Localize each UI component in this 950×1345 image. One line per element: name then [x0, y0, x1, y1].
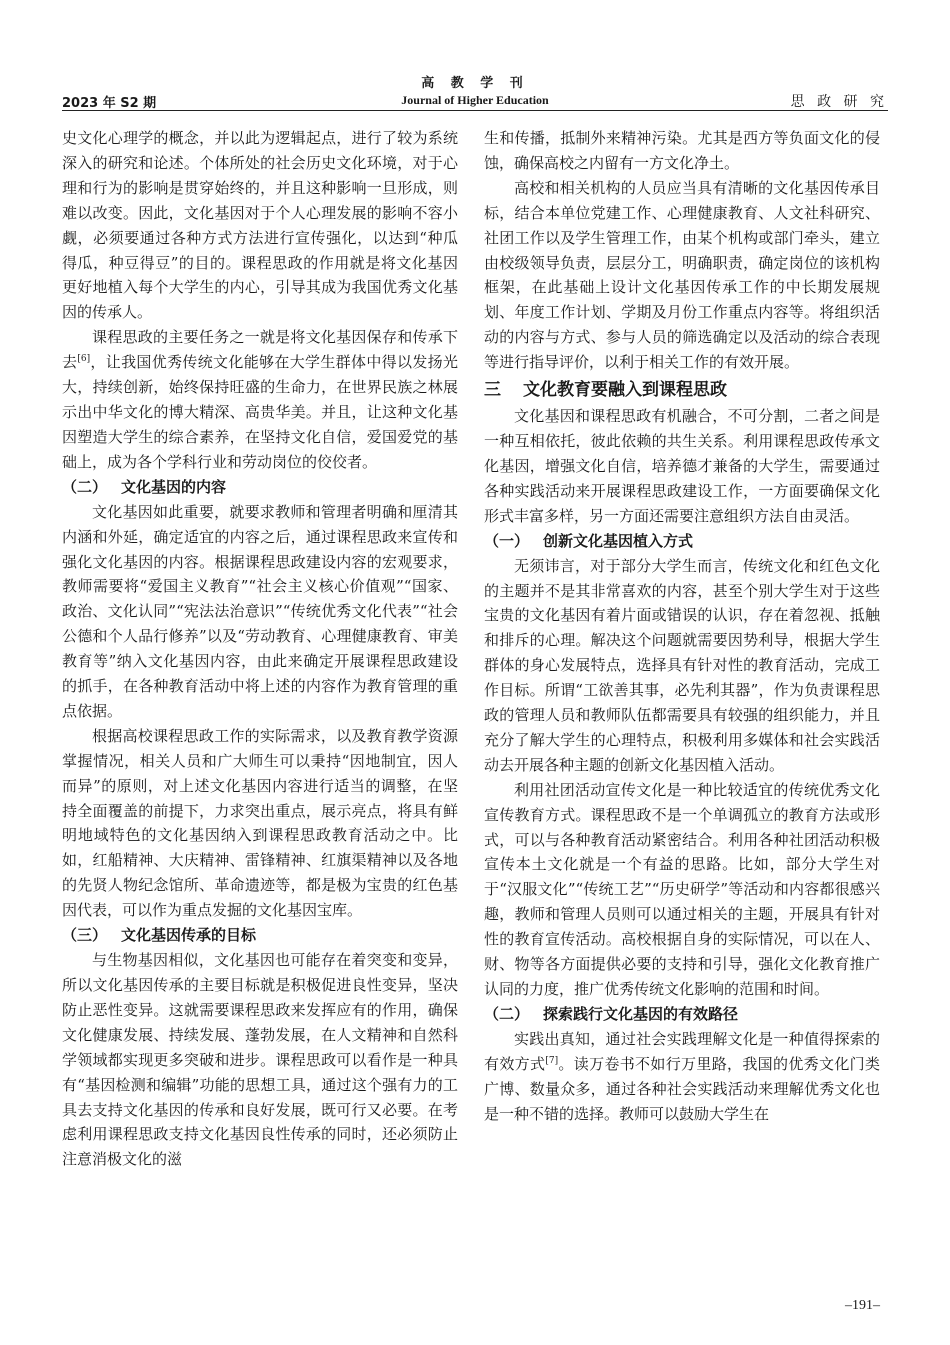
subsection-heading: [484, 529, 880, 554]
paragraph: 高校和相关机构的人员应当具有清晰的文化基因传承目标，结合本单位党建工作、心理健康教育、人文社科研究、社团工作以及学生管理工作，由某个机构或部门牵头，建立由校级领导负责，层层分工，明确职责，确定岗位的该机构框架，在此基础上设计文化基因传承工作的中长期发展规划、年度工作计划、学期及月份工作重点内容等。将组织活动的内容与方式、参与人员的筛选确定以及活动的综合表现等进行指导评价，以利于相关工作的有效开展。: [484, 178, 880, 372]
paragraph-text: 。读万卷书不如行万里路，我国的优秀文化门类广博、数量众多，通过各种社会实践活动来理解优秀文化也是一种不错的选择。教师可以鼓励大学生在: [484, 1054, 880, 1123]
journal-title-cn: 高 教 学 刊: [421, 76, 529, 91]
paragraph-text: ，让我国优秀传统文化能够在大学生群体中得以发扬光大，持续创新，始终保持旺盛的生命力，在世界民族之林展示出中华文化的博大精深、高贵华美。并且，让这种文化基因塑造大学生的综合素养，在坚持文化自信，爱国爱党的基础上，成为各个学科行业和劳动岗位的佼佼者。: [62, 353, 458, 471]
header-rule: [62, 110, 888, 111]
heading-text: 创新文化基因植入方式: [543, 531, 694, 550]
subsection-heading: [62, 923, 458, 948]
heading-number: （一）: [484, 531, 530, 550]
heading-text: 文化教育要融入到课程思政: [523, 380, 727, 401]
heading-number: （二）: [62, 477, 108, 496]
page-header: [62, 70, 888, 112]
citation-ref: [6]: [77, 354, 91, 365]
paragraph: 与生物基因相似，文化基因也可能存在着突变和变异，所以文化基因传承的主要目标就是积极促进良性变异，坚决防止恶性变异。这就需要课程思政来发挥应有的作用，确保文化健康发展、持续发展、蓬勃发展，在人文精神和自然科学领域都实现更多突破和进步。课程思政可以看作是一种具有“基因检测和编辑”功能的思想工具，通过这个强有力的工具去支持文化基因的传承和良好发展，既可行又必要。在考虑利用课程思政支持文化基因良性传承的同时，还必须防止注意消极文化的滋: [62, 951, 458, 1169]
paragraph: 生和传播，抵制外来精神污染。尤其是西方等负面文化的侵蚀，确保高校之内留有一方文化净土。: [484, 129, 880, 172]
section-heading: [484, 375, 880, 404]
issue-label: 2023 年 S2 期: [62, 96, 157, 111]
heading-text: 文化基因传承的目标: [121, 926, 257, 945]
heading-number: 三: [484, 380, 501, 401]
paragraph-text: 实践出真知，通过社会实践理解文化是一种值得探索的有效方式: [484, 1029, 880, 1073]
paragraph: [484, 1027, 880, 1127]
paragraph: 利用社团活动宣传文化是一种比较适宜的传统优秀文化宣传教育方式。课程思政不是一个单调孤立的教育方法或形式，可以与各种教育活动紧密结合。利用各种社团活动积极宣传本土文化就是一个有益的思路。比如，部分大学生对于“汉服文化”“传统工艺”“历史研学”等活动和内容都很感兴趣，教师和管理人员则可以通过相关的主题，开展具有针对性的教育宣传活动。高校根据自身的实际情况，可以在人、财、物等各方面提供必要的支持和引导，强化文化教育推广认同的力度，推广优秀传统文化影响的范围和时间。: [484, 780, 880, 998]
left-column: [62, 126, 458, 1172]
paragraph: 文化基因和课程思政有机融合，不可分割，二者之间是一种互相依托，彼此依赖的共生关系。利用课程思政传承文化基因，增强文化自信，培养德才兼备的大学生，需要通过各种实践活动来开展课程思政建设工作，一方面要确保文化形式丰富多样，另一方面还需要注意组织方法自由灵活。: [484, 407, 880, 525]
paragraph: [62, 325, 458, 474]
subsection-heading: [484, 1002, 880, 1027]
page-number: –191–: [845, 1298, 880, 1313]
heading-number: （三）: [62, 926, 108, 945]
right-column: [484, 126, 880, 1127]
paragraph: 文化基因如此重要，就要求教师和管理者明确和厘清其内涵和外延，确定适宜的内容之后，通过课程思政来宣传和强化文化基因的内容。根据课程思政建设内容的宏观要求，教师需要将“爱国主义教育”“社会主义核心价值观”“国家、政治、文化认同”“宪法法治意识”“传统优秀文化代表”“社会公德和个人品行修养”以及“劳动教育、心理健康教育、审美教育等”纳入文化基因内容，由此来确定开展课程思政建设的抓手，在各种教育活动中将上述的内容作为教育管理的重点依据。: [62, 502, 458, 720]
citation-ref: [7]: [545, 1055, 559, 1066]
heading-number: （二）: [484, 1004, 530, 1023]
journal-title-en: Journal of Higher Education: [401, 93, 549, 107]
heading-text: 探索践行文化基因的有效路径: [543, 1004, 739, 1023]
paragraph: 史文化心理学的概念，并以此为逻辑起点，进行了较为系统深入的研究和论述。个体所处的社会历史文化环境，对于心理和行为的影响是贯穿始终的，并且这种影响一旦形成，则难以改变。因此，文化基因对于个人心理发展的影响不容小觑，必须要通过各种方式方法进行宣传强化，以达到“种瓜得瓜，种豆得豆”的目的。课程思政的作用就是将文化基因更好地植入每个大学生的内心，引导其成为我国优秀文化基因的传承人。: [62, 129, 458, 322]
paragraph-text: 课程思政的主要任务之一就是将文化基因保存和传承下去: [62, 328, 458, 372]
paragraph: 无须讳言，对于部分大学生而言，传统文化和红色文化的主题并不是其非常喜欢的内容，甚至个别大学生对于这些宝贵的文化基因有着片面或错误的认识，存在着忽视、抵触和排斥的心理。解决这个问题就需要因势利导，根据大学生群体的身心发展特点，选择具有针对性的教育活动，完成工作目标。所谓“工欲善其事，必先利其器”，作为负责课程思政的管理人员和教师队伍都需要具有较强的组织能力，并且充分了解大学生的心理特点，积极利用多媒体和社会实践活动去开展各种主题的创新文化基因植入活动。: [484, 556, 880, 774]
section-label: 思 政 研 究: [790, 94, 888, 110]
heading-text: 文化基因的内容: [121, 477, 227, 496]
paragraph: 根据高校课程思政工作的实际需求，以及教育教学资源掌握情况，相关人员和广大师生可以秉持“因地制宜，因人而异”的原则，对上述文化基因内容进行适当的调整，在坚持全面覆盖的前提下，力求突出重点，展示亮点，将具有鲜明地域特色的文化基因纳入到课程思政教育活动之中。比如，红船精神、大庆精神、雷锋精神、红旗渠精神以及各地的先贤人物纪念馆所、革命遗迹等，都是极为宝贵的红色基因代表，可以作为重点发掘的文化基因宝库。: [62, 726, 458, 920]
subsection-heading: [62, 475, 458, 500]
